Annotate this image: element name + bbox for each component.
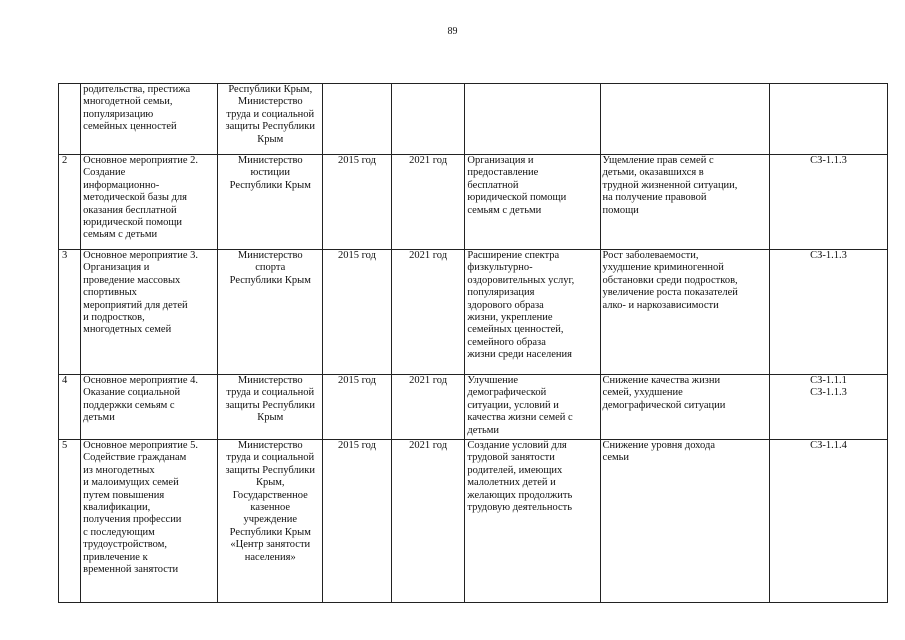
executor-cell: [218, 250, 323, 375]
cell-text-line: семьи: [602, 452, 630, 464]
cell-text-line: Государственное: [232, 489, 308, 501]
cell-text-line: Республики Крым: [229, 526, 311, 538]
non-implementation-consequence-cell: [600, 440, 769, 603]
cell-text-line: желающих продолжить: [467, 489, 573, 501]
row-number-cell: 3: [59, 250, 81, 375]
cell-text-line: бесплатной: [467, 179, 519, 191]
cell-text-line: Основное мероприятие 4.: [83, 375, 199, 386]
end-year-cell: [391, 84, 465, 155]
non-implementation-consequence-cell: [600, 84, 769, 155]
cell-text-line: Республики Крым: [229, 179, 311, 191]
table-row: [59, 375, 888, 440]
cell-text-line: поддержки семьям с: [83, 399, 175, 411]
cell-text-line: труда и социальной: [226, 387, 315, 399]
cell-text-line: трудовой занятости: [467, 452, 555, 464]
cell-text-line: населения»: [244, 551, 296, 563]
row-number-cell: 4: [59, 375, 81, 440]
cell-text-line: ухудшение криминогенной: [602, 262, 724, 274]
non-implementation-consequence-cell: [600, 155, 769, 250]
indicator-link-cell: [769, 84, 887, 155]
cell-text-line: защиты Республики: [225, 399, 315, 411]
cell-text-line: семьям с детьми: [467, 204, 542, 216]
cell-text-line: алко- и наркозависимости: [602, 299, 719, 311]
cell-text-line: детьми: [83, 412, 115, 424]
cell-text-line: Организация и: [467, 155, 534, 166]
cell-text-line: семейного образа: [467, 336, 546, 348]
cell-text-line: родителей, имеющих: [467, 464, 563, 476]
row-number-cell: [59, 84, 81, 155]
cell-text-line: на получение правовой: [602, 192, 707, 204]
event-name-cell: [81, 375, 218, 440]
cell-text-line: Республики Крым,: [228, 84, 313, 95]
cell-text-line: малолетних детей и: [467, 477, 556, 489]
table-row: [59, 84, 888, 155]
cell-text-line: Министерство: [237, 250, 303, 261]
page-number: 89: [447, 26, 458, 37]
cell-text-line: трудоустройством,: [83, 539, 167, 551]
cell-text-line: Содействие гражданам: [83, 452, 187, 464]
cell-text-line: обстановки среди подростков,: [602, 274, 738, 286]
cell-text-line: детьми: [467, 424, 500, 436]
cell-text-line: семьям с детьми: [83, 229, 158, 241]
start-year-cell: 2015 год: [323, 375, 392, 440]
cell-text-line: многодетных семей: [83, 324, 172, 336]
cell-text-line: из многодетных: [83, 464, 155, 476]
cell-text-line: ситуации, условий и: [467, 399, 559, 411]
cell-text-line: проведение массовых: [83, 274, 181, 286]
indicator-link-cell: [769, 250, 887, 375]
cell-text-line: Крым: [257, 412, 284, 424]
cell-text-line: увеличение роста показателей: [602, 287, 738, 299]
cell-text-line: физкультурно-: [467, 262, 533, 274]
cell-text-line: многодетной семьи,: [83, 96, 173, 108]
cell-text-line: информационно-: [83, 179, 160, 191]
executor-cell: [218, 375, 323, 440]
cell-text-line: спорта: [255, 262, 286, 274]
cell-text-line: жизни среди населения: [467, 349, 572, 361]
cell-text-line: семей, ухудшение: [602, 387, 683, 399]
cell-text-line: оздоровительных услуг,: [467, 274, 575, 286]
cell-text-line: защиты Республики: [225, 464, 315, 476]
event-name-cell: [81, 440, 218, 603]
event-name-cell: [81, 250, 218, 375]
cell-text-line: спортивных: [83, 287, 137, 299]
cell-text-line: жизни, укрепление: [467, 312, 553, 324]
cell-text-line: юстиции: [250, 167, 291, 179]
cell-text-line: мероприятий для детей: [83, 299, 188, 311]
cell-text-line: СЗ-1.1.3: [810, 155, 847, 166]
end-year-cell: 2021 год: [391, 375, 465, 440]
end-year-cell: 2021 год: [391, 155, 465, 250]
expected-result-cell: [465, 155, 600, 250]
cell-text-line: юридической помощи: [467, 192, 567, 204]
cell-text-line: труда и социальной: [226, 108, 315, 120]
cell-text-line: временной занятости: [83, 564, 179, 576]
cell-text-line: трудовую деятельность: [467, 502, 572, 514]
cell-text-line: детьми, оказавшихся в: [602, 167, 704, 179]
executor-cell: [218, 84, 323, 155]
cell-text-line: Создание условий для: [467, 440, 567, 451]
table-row: [59, 155, 888, 250]
cell-text-line: учреждение: [243, 514, 298, 526]
cell-text-line: предоставление: [467, 167, 539, 179]
expected-result-cell: [465, 440, 600, 603]
row-number-cell: 2: [59, 155, 81, 250]
cell-text-line: Создание: [83, 167, 126, 179]
event-name-cell: [81, 155, 218, 250]
event-name-cell: [81, 84, 218, 155]
cell-text-line: трудной жизненной ситуации,: [602, 179, 738, 191]
indicator-link-cell: [769, 440, 887, 603]
cell-text-line: «Центр занятости: [230, 539, 311, 551]
cell-text-line: Крым,: [255, 477, 285, 489]
cell-text-line: получения профессии: [83, 514, 182, 526]
cell-text-line: демографической ситуации: [602, 399, 726, 411]
cell-text-line: юридической помощи: [83, 217, 183, 229]
cell-text-line: СЗ-1.1.3: [810, 250, 847, 261]
cell-text-line: и подростков,: [83, 312, 145, 324]
start-year-cell: 2015 год: [323, 440, 392, 603]
cell-text-line: Снижение уровня дохода: [602, 440, 715, 451]
cell-text-line: Ущемление прав семей с: [602, 155, 714, 166]
table-body: [59, 84, 888, 603]
cell-text-line: СЗ-1.1.4: [810, 440, 847, 451]
cell-text-line: семейных ценностей: [83, 121, 177, 133]
cell-text-line: Министерство: [237, 96, 303, 108]
cell-text-line: оказания бесплатной: [83, 204, 177, 216]
cell-text-line: демографической: [467, 387, 547, 399]
executor-cell: [218, 440, 323, 603]
cell-text-line: Крым: [257, 133, 284, 145]
cell-text-line: квалификации,: [83, 502, 151, 514]
cell-text-line: Министерство: [237, 155, 303, 166]
cell-text-line: семейных ценностей,: [467, 324, 564, 336]
cell-text-line: СЗ-1.1.1: [810, 375, 847, 386]
cell-text-line: методической базы для: [83, 192, 188, 204]
indicator-link-cell: [769, 155, 887, 250]
program-events-table: [58, 83, 888, 603]
end-year-cell: 2021 год: [391, 250, 465, 375]
cell-text-line: и малоимущих семей: [83, 477, 179, 489]
cell-text-line: Министерство: [237, 375, 303, 386]
cell-text-line: Улучшение: [467, 375, 519, 386]
non-implementation-consequence-cell: [600, 375, 769, 440]
cell-text-line: путем повышения: [83, 489, 165, 501]
start-year-cell: 2015 год: [323, 155, 392, 250]
expected-result-cell: [465, 375, 600, 440]
cell-text-line: привлечение к: [83, 551, 148, 563]
cell-text-line: Снижение качества жизни: [602, 375, 721, 386]
cell-text-line: Рост заболеваемости,: [602, 250, 699, 261]
executor-cell: [218, 155, 323, 250]
non-implementation-consequence-cell: [600, 250, 769, 375]
cell-text-line: Организация и: [83, 262, 150, 274]
cell-text-line: помощи: [602, 204, 639, 216]
indicator-link-cell: [769, 375, 887, 440]
start-year-cell: [323, 84, 392, 155]
cell-text-line: Оказание социальной: [83, 387, 181, 399]
cell-text-line: популяризация: [467, 287, 535, 299]
start-year-cell: 2015 год: [323, 250, 392, 375]
cell-text-line: СЗ-1.1.3: [810, 387, 847, 399]
cell-text-line: родительства, престижа: [83, 84, 191, 95]
cell-text-line: труда и социальной: [226, 452, 315, 464]
cell-text-line: Расширение спектра: [467, 250, 560, 261]
cell-text-line: казенное: [250, 502, 291, 514]
end-year-cell: 2021 год: [391, 440, 465, 603]
expected-result-cell: [465, 250, 600, 375]
cell-text-line: здорового образа: [467, 299, 544, 311]
cell-text-line: качества жизни семей с: [467, 412, 573, 424]
cell-text-line: защиты Республики: [225, 121, 315, 133]
table-row: [59, 250, 888, 375]
expected-result-cell: [465, 84, 600, 155]
cell-text-line: Основное мероприятие 3.: [83, 250, 199, 261]
cell-text-line: с последующим: [83, 526, 155, 538]
cell-text-line: Основное мероприятие 5.: [83, 440, 199, 451]
table-row: [59, 440, 888, 603]
row-number-cell: 5: [59, 440, 81, 603]
cell-text-line: Республики Крым: [229, 274, 311, 286]
cell-text-line: Основное мероприятие 2.: [83, 155, 199, 166]
cell-text-line: популяризацию: [83, 108, 154, 120]
cell-text-line: Министерство: [237, 440, 303, 451]
